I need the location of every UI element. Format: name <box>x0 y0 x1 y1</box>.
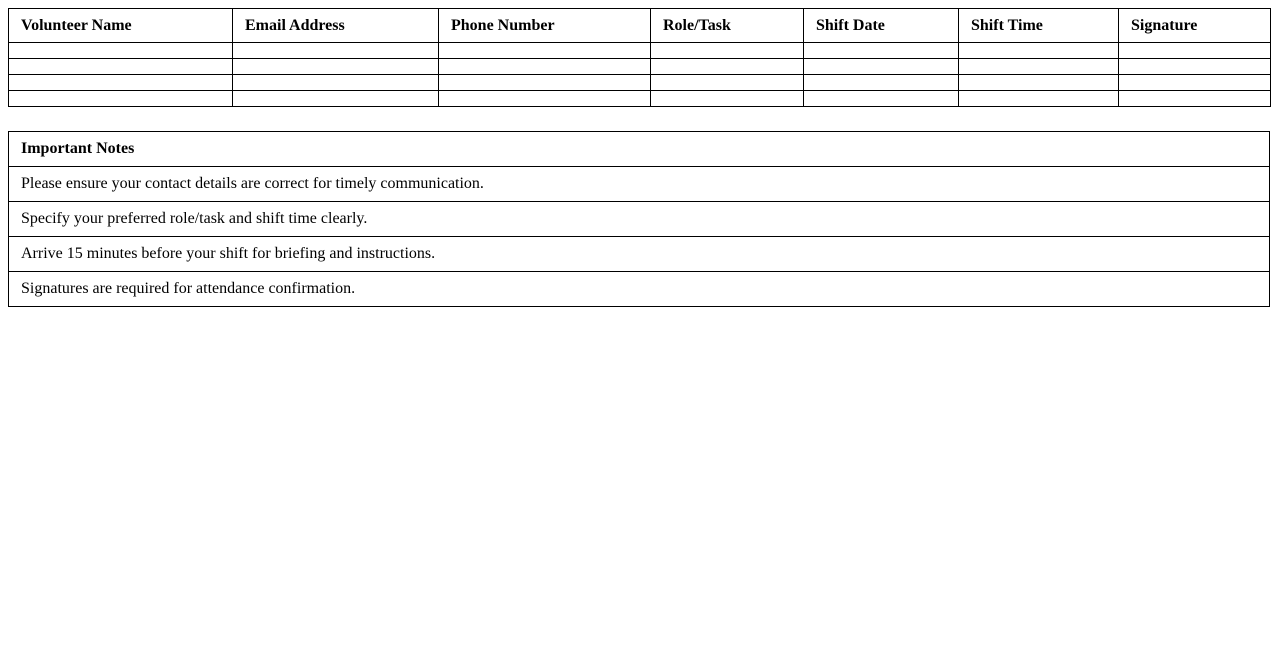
cell-email-address[interactable] <box>233 43 439 59</box>
table-row <box>9 59 1271 75</box>
page <box>0 0 1278 307</box>
note-signatures-required: Signatures are required for attendance confirmation. <box>9 272 1270 307</box>
cell-phone-number[interactable] <box>439 59 651 75</box>
list-item <box>9 237 1270 272</box>
table-row <box>9 43 1271 59</box>
list-item <box>9 272 1270 307</box>
header-role-task: Role/Task <box>651 9 804 43</box>
cell-signature[interactable] <box>1119 59 1271 75</box>
cell-role-task[interactable] <box>651 59 804 75</box>
cell-volunteer-name[interactable] <box>9 43 233 59</box>
header-signature: Signature <box>1119 9 1271 43</box>
notes-header-row <box>9 132 1270 167</box>
cell-phone-number[interactable] <box>439 75 651 91</box>
volunteer-signup-table <box>8 8 1271 107</box>
note-arrive-early: Arrive 15 minutes before your shift for briefing and instructions. <box>9 237 1270 272</box>
header-email-address: Email Address <box>233 9 439 43</box>
cell-role-task[interactable] <box>651 43 804 59</box>
cell-shift-date[interactable] <box>804 43 959 59</box>
cell-role-task[interactable] <box>651 75 804 91</box>
list-item <box>9 167 1270 202</box>
cell-phone-number[interactable] <box>439 43 651 59</box>
table-row <box>9 75 1271 91</box>
header-row <box>9 9 1271 43</box>
cell-shift-date[interactable] <box>804 75 959 91</box>
cell-shift-date[interactable] <box>804 59 959 75</box>
important-notes-table <box>8 131 1270 307</box>
cell-signature[interactable] <box>1119 75 1271 91</box>
cell-shift-time[interactable] <box>959 43 1119 59</box>
cell-volunteer-name[interactable] <box>9 91 233 107</box>
list-item <box>9 202 1270 237</box>
cell-role-task[interactable] <box>651 91 804 107</box>
header-shift-date: Shift Date <box>804 9 959 43</box>
cell-volunteer-name[interactable] <box>9 75 233 91</box>
table-row <box>9 91 1271 107</box>
cell-volunteer-name[interactable] <box>9 59 233 75</box>
note-preferred-role: Specify your preferred role/task and shift time clearly. <box>9 202 1270 237</box>
header-shift-time: Shift Time <box>959 9 1119 43</box>
cell-email-address[interactable] <box>233 91 439 107</box>
cell-signature[interactable] <box>1119 43 1271 59</box>
cell-email-address[interactable] <box>233 75 439 91</box>
cell-shift-date[interactable] <box>804 91 959 107</box>
cell-signature[interactable] <box>1119 91 1271 107</box>
cell-phone-number[interactable] <box>439 91 651 107</box>
header-phone-number: Phone Number <box>439 9 651 43</box>
note-contact-details: Please ensure your contact details are correct for timely communication. <box>9 167 1270 202</box>
cell-shift-time[interactable] <box>959 91 1119 107</box>
cell-email-address[interactable] <box>233 59 439 75</box>
cell-shift-time[interactable] <box>959 59 1119 75</box>
notes-title: Important Notes <box>9 132 1270 167</box>
cell-shift-time[interactable] <box>959 75 1119 91</box>
header-volunteer-name: Volunteer Name <box>9 9 233 43</box>
